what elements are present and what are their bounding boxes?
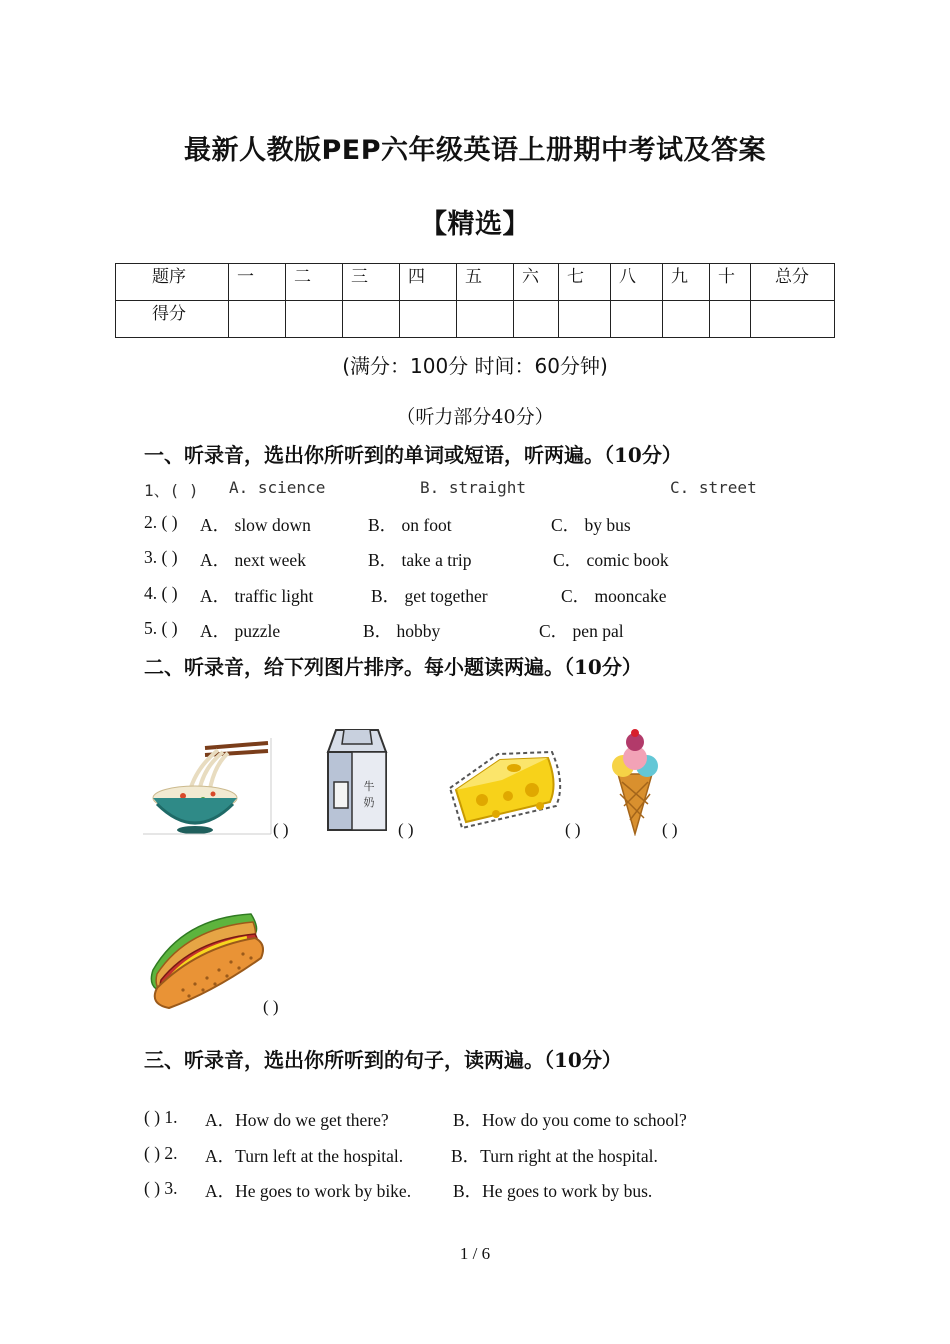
table-cell: 五: [457, 264, 514, 301]
page-number: 1 / 6: [459, 1244, 491, 1263]
section3-heading: 三、听录音，选出你所听到的句子，读两遍。（10分）: [144, 1048, 622, 1072]
s3-q2-option-a: A．Turn left at the hospital.: [205, 1146, 404, 1166]
q2-option-b: B． on foot: [368, 515, 452, 535]
score-cell[interactable]: [514, 301, 559, 338]
s3-q3-number: ( ) 3.: [144, 1178, 178, 1198]
hot-dog-icon: [143, 908, 267, 1012]
score-cell[interactable]: [710, 301, 751, 338]
q1-option-c: C. street: [670, 478, 757, 497]
milk-label-char2: 奶: [363, 796, 375, 809]
table-cell: 六: [514, 264, 559, 301]
q1-option-a: A. science: [229, 478, 326, 497]
section2-heading: 二、听录音，给下列图片排序。每小题读两遍。（10分）: [144, 655, 642, 679]
answer-blank-ice-cream[interactable]: ( ): [662, 820, 678, 839]
table-cell: 三: [343, 264, 400, 301]
score-table: [115, 263, 835, 338]
q3-number: 3. ( ): [144, 547, 178, 567]
full-marks-note: (满分：100分 时间：60分钟): [342, 354, 608, 378]
table-cell: 二: [286, 264, 343, 301]
section1-heading: 一、听录音，选出你所听到的单词或短语，听两遍。（10分）: [144, 443, 682, 467]
answer-blank-milk[interactable]: ( ): [398, 820, 414, 839]
page-title: 最新人教版PEP六年级英语上册期中考试及答案: [183, 135, 767, 166]
score-cell[interactable]: [400, 301, 457, 338]
score-cell[interactable]: [559, 301, 611, 338]
s3-q3-option-a: A．He goes to work by bike.: [205, 1181, 412, 1201]
table-cell: 总分: [751, 264, 835, 301]
q4-number: 4. ( ): [144, 583, 178, 603]
q5-option-a: A． puzzle: [200, 621, 281, 641]
score-cell[interactable]: [457, 301, 514, 338]
q3-option-c: C． comic book: [553, 550, 669, 570]
s3-q3-option-b: B．He goes to work by bus.: [453, 1181, 653, 1201]
cheese-icon: [444, 744, 568, 834]
answer-blank-cheese[interactable]: ( ): [565, 820, 581, 839]
q3-option-a: A． next week: [200, 550, 306, 570]
noodles-icon: [143, 738, 273, 836]
table-cell: 四: [400, 264, 457, 301]
q3-option-b: B． take a trip: [368, 550, 472, 570]
table-cell: 一: [229, 264, 286, 301]
score-cell[interactable]: [229, 301, 286, 338]
q5-option-b: B． hobby: [363, 621, 441, 641]
q5-option-c: C． pen pal: [539, 621, 624, 641]
ice-cream-icon: [608, 728, 662, 836]
s3-q1-option-b: B．How do you come to school?: [453, 1110, 687, 1130]
table-cell: 得分: [116, 301, 229, 338]
score-cell[interactable]: [751, 301, 835, 338]
score-cell[interactable]: [343, 301, 400, 338]
table-cell: 七: [559, 264, 611, 301]
q5-number: 5. ( ): [144, 618, 178, 638]
listening-part-label: （听力部分40分）: [396, 406, 554, 428]
table-cell: 九: [663, 264, 710, 301]
q2-number: 2. ( ): [144, 512, 178, 532]
answer-blank-noodles[interactable]: ( ): [273, 820, 289, 839]
table-row: [116, 264, 835, 301]
table-cell: 十: [710, 264, 751, 301]
score-cell[interactable]: [611, 301, 663, 338]
s3-q1-option-a: A．How do we get there?: [205, 1110, 389, 1130]
answer-blank-hot-dog[interactable]: ( ): [263, 997, 279, 1016]
q2-option-c: C． by bus: [551, 515, 631, 535]
q1-option-b: B. straight: [420, 478, 526, 497]
milk-carton-icon: [322, 726, 392, 834]
q2-option-a: A． slow down: [200, 515, 311, 535]
milk-label-char1: 牛: [363, 780, 375, 793]
s3-q2-number: ( ) 2.: [144, 1143, 178, 1163]
table-cell: 题序: [116, 264, 229, 301]
q4-option-a: A． traffic light: [200, 586, 314, 606]
score-cell[interactable]: [286, 301, 343, 338]
table-cell: 八: [611, 264, 663, 301]
s3-q2-option-b: B．Turn right at the hospital.: [451, 1146, 658, 1166]
page-subtitle: 【精选】: [420, 209, 530, 240]
table-row: [116, 301, 835, 338]
s3-q1-number: ( ) 1.: [144, 1107, 178, 1127]
q4-option-b: B． get together: [371, 586, 488, 606]
score-cell[interactable]: [663, 301, 710, 338]
q4-option-c: C． mooncake: [561, 586, 667, 606]
q1-number: 1、( ): [144, 481, 199, 500]
